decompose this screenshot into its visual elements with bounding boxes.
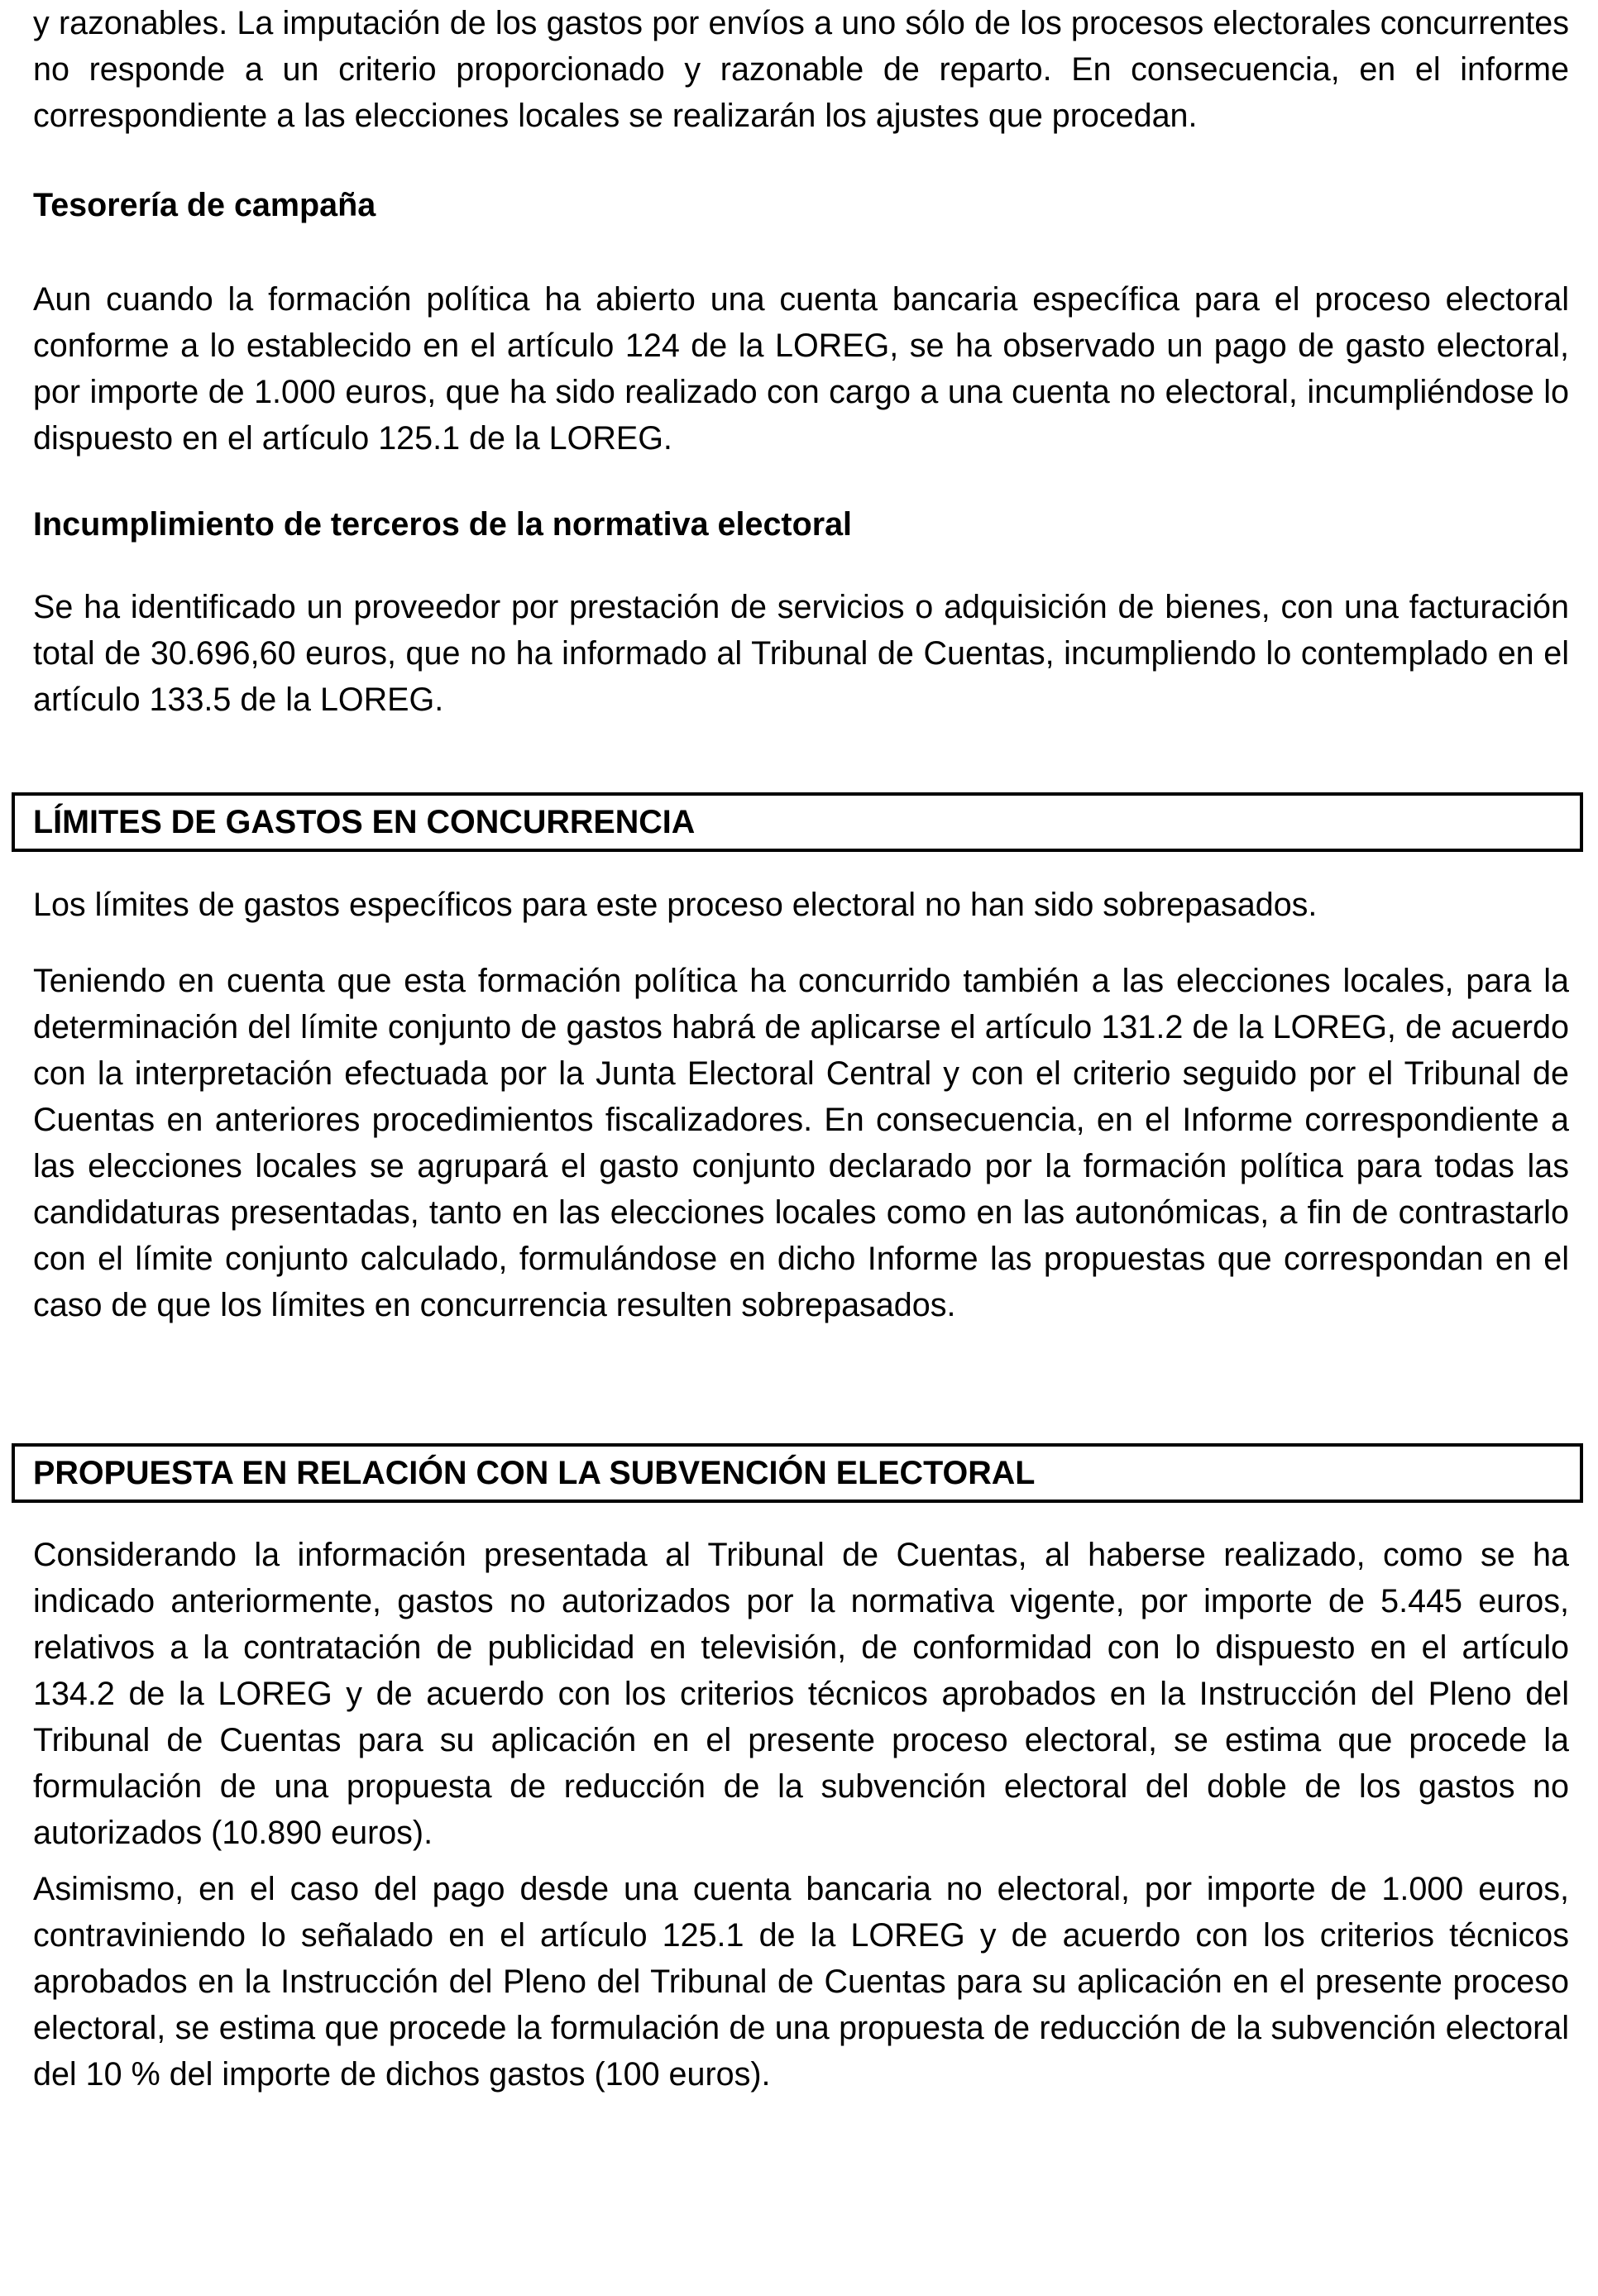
paragraph-propuesta-1: Considerando la información presentada al Tribunal de Cuentas, al haberse realizado, como se ha indicado anteriormente, gastos no autorizados por la normativa vigente, por importe de 5.445 euros, relativos a la contratación de publicidad en televisión, de conformidad con lo dispuesto en el artículo 134.2 de la LOREG y de acuerdo con los criterios técnicos aprobados en la Instrucción del Pleno del Tribunal de Cuentas para su aplicación en el presente proceso electoral, se estima que procede la formulación de una propuesta de reducción de la subvención electoral del doble de los gastos no autorizados (10.890 euros). — [33, 1537, 1569, 1851]
heading-tesoreria: Tesorería de campaña — [33, 187, 376, 223]
section-box-propuesta — [12, 1443, 1583, 1503]
paragraph-propuesta-2: Asimismo, en el caso del pago desde una cuenta bancaria no electoral, por importe de 1.000 euros, contraviniendo lo señalado en el artículo 125.1 de la LOREG y de acuerdo con los criterios técnicos aprobados en la Instrucción del Pleno del Tribunal de Cuentas para su aplicación en el presente proceso electoral, se estima que procede la formulación de una propuesta de reducción de la subvención electoral del 10 % del importe de dichos gastos (100 euros). — [33, 1871, 1569, 2093]
continuation-paragraph: y razonables. La imputación de los gastos por envíos a uno sólo de los procesos electorales concurrentes no responde a un criterio proporcionado y razonable de reparto. En consecuencia, en el informe correspondiente a las elecciones locales se realizarán los ajustes que procedan. — [33, 5, 1569, 134]
heading-incumplimiento: Incumplimiento de terceros de la normativa electoral — [33, 506, 853, 543]
section-title-limites: LÍMITES DE GASTOS EN CONCURRENCIA — [33, 804, 696, 840]
paragraph-incumplimiento: Se ha identificado un proveedor por prestación de servicios o adquisición de bienes, con una facturación total de 30.696,60 euros, que no ha informado al Tribunal de Cuentas, incumpliendo lo contemplado en el artículo 133.5 de la LOREG. — [33, 589, 1569, 718]
paragraph-limites-2: Teniendo en cuenta que esta formación política ha concurrido también a las elecciones locales, para la determinación del límite conjunto de gastos habrá de aplicarse el artículo 131.2 de la LOREG, de acuerdo con la interpretación efectuada por la Junta Electoral Central y con el criterio seguido por el Tribunal de Cuentas en anteriores procedimientos fiscalizadores. En consecuencia, en el Informe correspondiente a las elecciones locales se agrupará el gasto conjunto declarado por la formación política para todas las candidaturas presentadas, tanto en las elecciones locales como en las autonómicas, a fin de contrastarlo con el límite conjunto calculado, formulándose en dicho Informe las propuestas que correspondan en el caso de que los límites en concurrencia resulten sobrepasados. — [33, 963, 1569, 1323]
section-title-propuesta: PROPUESTA EN RELACIÓN CON LA SUBVENCIÓN ELECTORAL — [33, 1455, 1036, 1491]
section-box-limites — [12, 792, 1583, 852]
paragraph-limites-1: Los límites de gastos específicos para este proceso electoral no han sido sobrepasados. — [33, 887, 1318, 923]
paragraph-tesoreria: Aun cuando la formación política ha abierto una cuenta bancaria específica para el proceso electoral conforme a lo establecido en el artículo 124 de la LOREG, se ha observado un pago de gasto electoral, por importe de 1.000 euros, que ha sido realizado con cargo a una cuenta no electoral, incumpliéndose lo dispuesto en el artículo 125.1 de la LOREG. — [33, 281, 1569, 457]
